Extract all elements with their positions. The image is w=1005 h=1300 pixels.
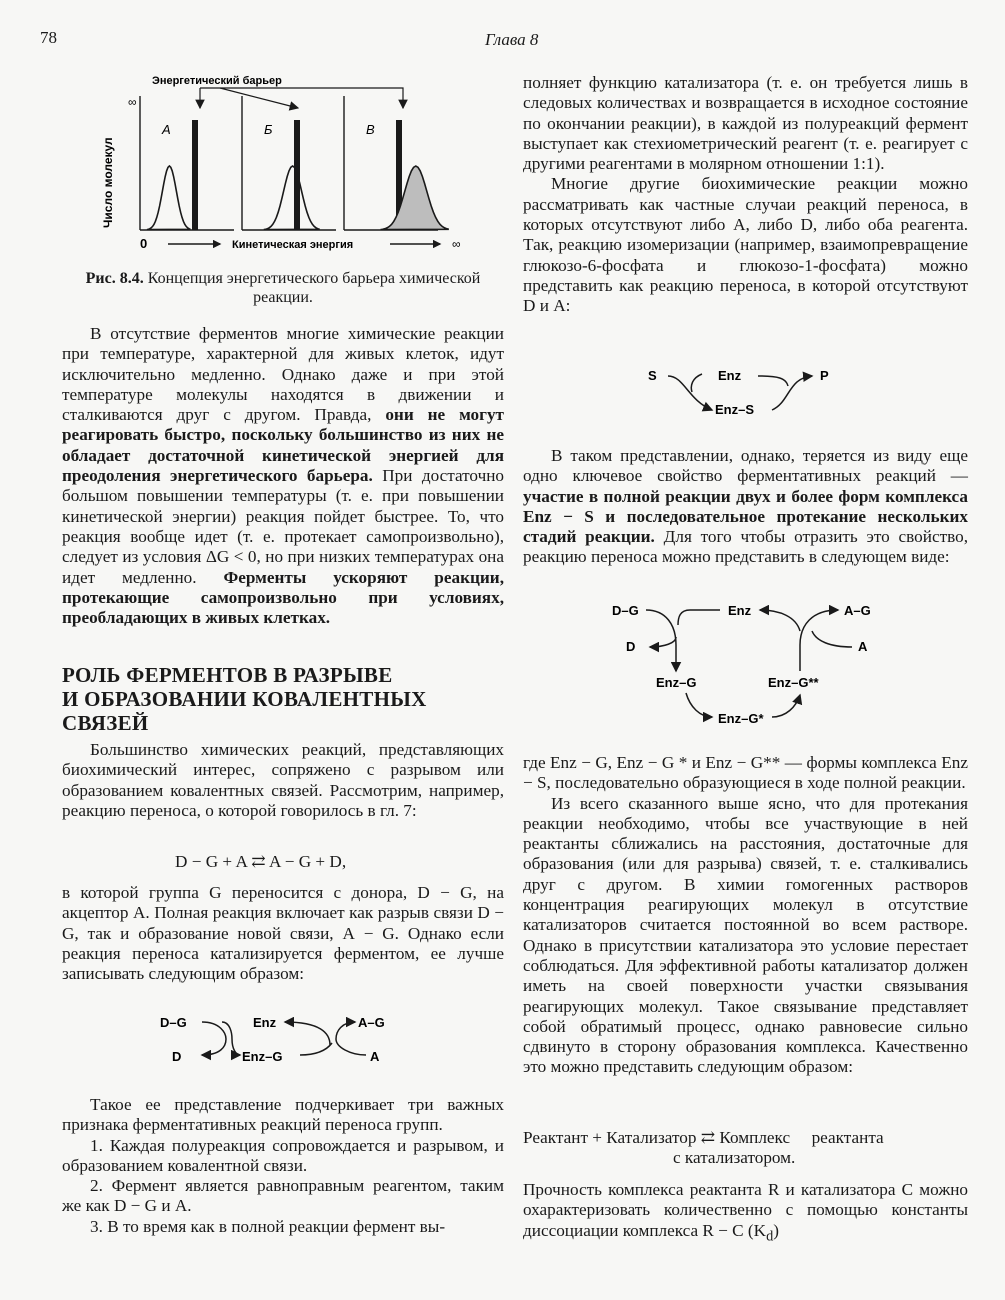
paragraph-text: в которой группа G переносится с донора, D − G, на акцептор А. Полная реакция включает как разрыв связи D − G, так и образование новой связи, А − G. Однако если реакция переноса катализируется ферментом, ее лучше записывать следующим образом: [62, 883, 504, 984]
right-paragraph-1 [523, 73, 968, 317]
scheme3-d: D [626, 639, 636, 654]
scheme3-enzg2: Enz–G** [768, 675, 819, 690]
left-paragraph-3 [62, 883, 504, 984]
subscript: d [766, 1228, 774, 1245]
scheme2-arc-enz-right [758, 376, 788, 386]
paragraph-text: где Enz − G, Enz − G * и Enz − G** — формы комплекса Enz − S, последовательно образующиеся в ходе полной реакции. [523, 753, 968, 793]
heading-line: И ОБРАЗОВАНИИ КОВАЛЕНТНЫХ [62, 687, 427, 711]
scheme1-enzg: Enz–G [242, 1049, 283, 1064]
text-run-bold: они не могут реагировать быстро, поскольку большинство из них не обладает достаточной кинетической энергией для преодоления энергетического барьера. [62, 405, 504, 486]
figure-panels [140, 96, 449, 230]
text-run: ) [773, 1220, 779, 1240]
scheme2-s: S [648, 368, 657, 383]
left-paragraph-2 [62, 740, 504, 821]
scheme-isomerization [640, 360, 840, 420]
section-heading [62, 663, 504, 735]
scheme1-arc-left [202, 1022, 226, 1055]
heading-line: РОЛЬ ФЕРМЕНТОВ В РАЗРЫВЕ [62, 663, 393, 687]
running-head: Глава 8 [485, 30, 539, 49]
right-paragraph-4 [523, 753, 968, 1078]
paragraph-text: Многие другие биохимические реакции можно рассматривать как частные случаи реакций переноса, в которых отсутствуют либо А, либо D, либо оба реагента. Так, реакцию изомеризации (например, взаимопревращение глюкозо-6-фосфата и глюкозо-1-фосфата) можно представить как реакцию переноса, в которой отсутствуют D и А: [523, 174, 968, 316]
text-run-bold: участие в полной реакции двух и более форм комплекса Enz − S и последовательное протекание нескольких стадий реакции. [523, 486, 968, 547]
text-run: Для того чтобы отразить это свойство, реакцию переноса можно представить в следующем виде: [523, 527, 968, 567]
scheme3-arc-enz [678, 610, 720, 625]
list-item: 2. Фермент является равноправным реагентом, таким же как D − G и A. [62, 1176, 504, 1216]
text-run-bold: Ферменты ускоряют реакции, протекающие самопроизвольно при условиях, преобладающих в живых клетках. [62, 567, 504, 628]
text-run: Прочность комплекса реактанта R и катализатора С можно охарактеризовать количественно с помощью константы диссоциации комплекса R − C (K [523, 1180, 968, 1240]
scheme2-enzs: Enz–S [715, 402, 755, 417]
scheme3-arc-dg [646, 610, 676, 671]
scheme3-ag: A–G [844, 603, 871, 618]
page-number: 78 [40, 28, 57, 47]
energy-barrier-figure [90, 68, 510, 268]
distribution-curve [381, 166, 449, 230]
scheme3-arc-a [812, 631, 852, 647]
left-paragraph-1 [62, 324, 504, 628]
scheme1-ag: A–G [358, 1015, 385, 1030]
scheme1-d: D [172, 1049, 182, 1064]
text-run: В отсутствие ферментов многие химические реакции при температуре, характерной для живых клеток, идут исключительно медленно. Однако даже и при этой температуре молекулы находятся в движении и сталкиваются друг с другом. Правда, [62, 324, 504, 425]
list-item: 3. В то время как в полной реакции фермент вы- [90, 1216, 446, 1236]
figure-caption [62, 269, 504, 307]
scheme-transfer-multistep [600, 595, 900, 730]
list-item: 1. Каждая полуреакция сопровождается и разрывом, и образованием ковалентной связи. [62, 1135, 504, 1175]
scheme3-arc-d [650, 637, 676, 647]
paragraph-text: полняет функцию катализатора (т. е. он требуется лишь в следовых количествах и возвращается в исходное состояние по окончании реакции), в каждой из полуреакций фермент выступает как стехиометрический реагент (т. е. реагирует с другими реагентами в молярном отношении 1:1). [523, 73, 968, 174]
panel-letter: В [366, 122, 375, 137]
scheme3-arc-bottom-left [686, 693, 712, 717]
zero-label: 0 [140, 236, 148, 251]
panel-letter: Б [264, 122, 273, 137]
distribution-curve [147, 166, 190, 230]
heading-line: СВЯЗЕЙ [62, 711, 149, 735]
equation-transfer: D − G + A ⇄ A − G + D, [175, 852, 347, 871]
paragraph-text: Такое ее представление подчеркивает три важных признака ферментативных реакций переноса групп. [62, 1095, 504, 1135]
figure-label: Рис. 8.4. [85, 270, 144, 287]
figure-xlabel: Кинетическая энергия [232, 239, 354, 251]
scheme2-arc-right [772, 376, 812, 410]
scheme-transfer-1 [150, 1005, 410, 1065]
scheme3-enzg: Enz–G [656, 675, 697, 690]
paragraph-text: Большинство химических реакций, представляющих биохимический интерес, сопряжено с разрывом или образованием ковалентных связей. Рассмотрим, например, реакцию переноса, о которой говорилось в гл. 7: [62, 740, 504, 820]
figure-title: Энергетический барьер [152, 75, 282, 87]
infinity-right: ∞ [452, 237, 461, 251]
distribution-curve [264, 166, 320, 230]
scheme3-a: A [858, 639, 868, 654]
scheme2-enz: Enz [718, 368, 742, 383]
equation-line: с катализатором. [673, 1148, 796, 1168]
scheme3-enz: Enz [728, 603, 752, 618]
scheme1-a: A [370, 1049, 380, 1064]
scheme2-p: P [820, 368, 829, 383]
scheme3-arc-bottom-right [772, 695, 800, 717]
energy-barrier-bar [192, 120, 198, 230]
scheme1-dg: D–G [160, 1015, 187, 1030]
paragraph-text: Из всего сказанного выше ясно, что для протекания реакции необходимо, чтобы все участвующие в ней реактанты сближались на расстояния, достаточные для образования (или для разрыва) связей, т. е. сталкивались друг с другом. В химии гомогенных растворов концентрация реагирующих молекул в отсутствие катализаторов считается постоянной во всем растворе. Однако в присутствии катализатора это условие перестает соблюдаться. Для эффективной работы катализатор должен иметь на своей поверхности участки связывания реагирующих молекул. Такое связывание представляет собой обратимый процесс, однако равновесие сильно сдвинуто в сторону образования комплекса. Качественно это можно представить следующим образом: [523, 793, 968, 1077]
left-paragraph-4 [62, 1095, 504, 1237]
scheme2-arc-enz-left [691, 374, 702, 392]
scheme3-enzg1: Enz–G* [718, 711, 764, 726]
infinity-top: ∞ [128, 95, 137, 109]
scheme1-arc-to-enz [285, 1022, 330, 1045]
scheme3-arc-to-enz [760, 610, 800, 631]
panel-letter: А [162, 122, 171, 137]
equation-line: Реактант + Катализатор ⇄ Комплекс реактанта [523, 1128, 884, 1147]
text-run: При достаточно большом повышении температуры (т. е. при повышении кинетической энергии) реакция пойдет быстрее. То, что реакция вообще идет (т. е. протекает самопроизвольно), следует из условия ΔG < 0, но при низких температурах она идет медленно. [62, 466, 505, 587]
scheme1-arc-bottom [300, 1043, 332, 1055]
scheme3-dg: D–G [612, 603, 639, 618]
figure-caption-text: Концепция энергетического барьера химической реакции. [147, 270, 481, 306]
scheme1-enz: Enz [253, 1015, 277, 1030]
barrier-pointer-b [220, 88, 298, 108]
scheme2-arc-left [668, 376, 712, 410]
right-paragraph-3 [523, 446, 968, 568]
figure-ylabel: Число молекул [101, 137, 115, 228]
equation-complex [523, 1128, 968, 1169]
text-run: В таком представлении, однако, теряется из виду еще одно ключевое свойство ферментативных реакций — [523, 446, 968, 486]
right-paragraph-6 [523, 1180, 968, 1246]
scheme1-arc-to-enzg [222, 1022, 240, 1055]
